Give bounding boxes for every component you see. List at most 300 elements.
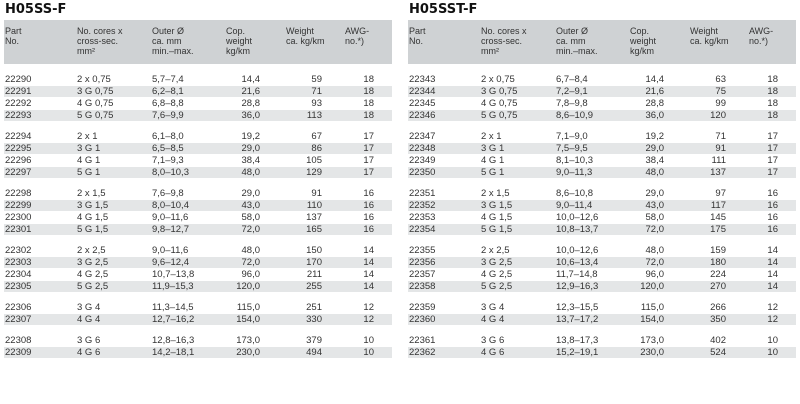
cell-awg: 12 [363,314,374,325]
cell-awg: 14 [767,245,778,256]
header-weight: Weight ca. kg/km [690,26,729,46]
table-row [4,142,392,154]
cell-weight: 86 [311,143,322,154]
cell-part: 22294 [5,131,32,142]
cell-cop: 29,0 [645,188,664,199]
cell-part: 22301 [5,224,32,235]
table-row [4,280,392,292]
cell-awg: 18 [363,110,374,121]
cell-part: 22295 [5,143,32,154]
cell-cores: 5 G 2,5 [77,281,109,292]
header-awg: AWG- no.*) [749,26,774,46]
cell-outer: 10,0–12,6 [556,245,599,256]
cell-part: 22297 [5,167,32,178]
cell-awg: 17 [363,143,374,154]
table-row [4,346,392,358]
cell-part: 22360 [409,314,436,325]
cell-weight: 224 [710,269,726,280]
cell-awg: 18 [363,98,374,109]
header-part: Part No. [409,26,426,46]
cell-cop: 115,0 [236,302,260,313]
cell-cores: 2 x 2,5 [481,245,510,256]
cell-cop: 48,0 [241,167,260,178]
cell-weight: 494 [306,347,322,358]
table-row [408,97,796,109]
cell-weight: 97 [715,188,726,199]
cell-weight: 145 [710,212,726,223]
cell-outer: 7,8–9,8 [556,98,588,109]
cell-cores: 2 x 1,5 [481,188,510,199]
group-spacer [408,235,796,245]
cell-cop: 21,6 [645,86,664,97]
cell-cores: 3 G 1,5 [77,200,109,211]
cell-outer: 9,0–11,6 [152,212,189,223]
cell-cop: 154,0 [236,314,260,325]
cell-cop: 96,0 [645,269,664,280]
cell-weight: 159 [710,245,726,256]
cell-weight: 111 [711,155,726,166]
table-row [4,223,392,235]
cell-weight: 120 [710,110,726,121]
cell-cop: 120,0 [640,281,664,292]
cell-awg: 18 [767,74,778,85]
cell-outer: 7,1–9,0 [556,131,588,142]
cell-cores: 5 G 1,5 [481,224,513,235]
cell-weight: 91 [311,188,322,199]
cell-outer: 10,0–12,6 [556,212,599,223]
cell-awg: 14 [767,269,778,280]
cell-weight: 59 [311,74,322,85]
cell-part: 22351 [409,188,436,199]
cell-awg: 14 [363,245,374,256]
cell-cores: 4 G 0,75 [77,98,114,109]
cell-cores: 3 G 1 [481,143,505,154]
cell-awg: 14 [767,281,778,292]
cell-outer: 11,3–14,5 [152,302,194,313]
cell-cop: 72,0 [241,257,260,268]
cell-awg: 10 [363,347,374,358]
cell-awg: 10 [767,335,778,346]
cell-cop: 58,0 [645,212,664,223]
cell-part: 22356 [409,257,436,268]
cell-cop: 14,4 [241,74,260,85]
cell-cores: 5 G 1 [481,167,505,178]
cell-cores: 2 x 1 [77,131,98,142]
cell-weight: 150 [306,245,322,256]
cell-outer: 7,5–9,5 [556,143,588,154]
cell-cores: 2 x 0,75 [481,74,515,85]
cell-weight: 63 [715,74,726,85]
cell-outer: 6,7–8,4 [556,74,588,85]
cell-outer: 8,6–10,9 [556,110,593,121]
cell-awg: 17 [767,167,778,178]
table-row [4,268,392,280]
cell-weight: 93 [311,98,322,109]
cell-weight: 113 [306,110,322,121]
cell-part: 22296 [5,155,32,166]
cell-cop: 21,6 [241,86,260,97]
cell-cop: 28,8 [645,98,664,109]
table-row [408,74,796,85]
cell-weight: 137 [306,212,322,223]
header-outer: Outer Ø ca. mm min.–max. [152,26,194,56]
cell-cores: 4 G 0,75 [481,98,518,109]
cell-outer: 6,5–8,5 [152,143,184,154]
cell-outer: 8,0–10,4 [152,200,189,211]
cell-outer: 9,6–12,4 [152,257,189,268]
cell-cop: 120,0 [236,281,260,292]
cell-cop: 36,0 [645,110,664,121]
cell-cop: 230,0 [236,347,260,358]
cell-outer: 7,1–9,3 [152,155,184,166]
cell-weight: 91 [715,143,726,154]
cell-outer: 7,6–9,8 [152,188,184,199]
cell-cores: 3 G 0,75 [481,86,518,97]
cell-awg: 10 [363,335,374,346]
cell-part: 22345 [409,98,436,109]
cell-cop: 154,0 [640,314,664,325]
cell-outer: 12,8–16,3 [152,335,195,346]
group-spacer [408,325,796,335]
cell-awg: 18 [767,98,778,109]
cell-outer: 11,7–14,8 [556,269,598,280]
cell-cores: 4 G 2,5 [77,269,109,280]
table-row [408,223,796,235]
header-cores: No. cores x cross-sec. mm² [77,26,123,56]
cell-cores: 4 G 1 [481,155,505,166]
group-spacer [4,292,392,302]
cell-cores: 3 G 6 [481,335,505,346]
header-outer: Outer Ø ca. mm min.–max. [556,26,598,56]
table-row [4,313,392,325]
cell-awg: 17 [767,143,778,154]
cell-cores: 2 x 1 [481,131,502,142]
cell-awg: 16 [363,224,374,235]
spec-table-2 [408,0,796,358]
cell-part: 22343 [409,74,436,85]
cell-cores: 4 G 4 [77,314,101,325]
table-row [408,154,796,166]
cell-part: 22291 [5,86,32,97]
cell-weight: 165 [306,224,322,235]
cell-awg: 16 [363,200,374,211]
table-header [408,20,796,64]
table-row [4,256,392,268]
cell-awg: 10 [767,347,778,358]
cell-cores: 3 G 4 [77,302,101,313]
cell-outer: 10,6–13,4 [556,257,599,268]
cell-weight: 170 [306,257,322,268]
cell-cop: 115,0 [640,302,664,313]
cell-outer: 8,0–10,3 [152,167,189,178]
spec-table-1 [4,0,392,358]
cell-cop: 173,0 [640,335,664,346]
table-row [408,85,796,97]
cell-cop: 230,0 [640,347,664,358]
cell-awg: 14 [363,257,374,268]
cell-weight: 129 [306,167,322,178]
table-row [408,211,796,223]
table-row [4,302,392,313]
cell-awg: 17 [363,131,374,142]
cell-cores: 3 G 2,5 [77,257,109,268]
cell-cop: 19,2 [645,131,664,142]
table-row [408,142,796,154]
cell-part: 22349 [409,155,436,166]
table-row [4,74,392,85]
cell-part: 22350 [409,167,436,178]
table-row [4,131,392,142]
table-row [4,85,392,97]
group-spacer [408,292,796,302]
cell-part: 22299 [5,200,32,211]
cell-cores: 4 G 2,5 [481,269,513,280]
cell-part: 22359 [409,302,436,313]
table-row [4,245,392,256]
group-spacer [408,121,796,131]
cell-outer: 5,7–7,4 [152,74,184,85]
cell-outer: 12,9–16,3 [556,281,599,292]
table-row [408,256,796,268]
cell-weight: 67 [311,131,322,142]
cell-weight: 211 [306,269,322,280]
cell-cop: 43,0 [241,200,260,211]
table-row [408,109,796,121]
cell-awg: 16 [363,212,374,223]
cell-outer: 9,8–12,7 [152,224,189,235]
table-row [408,199,796,211]
cell-cores: 4 G 1,5 [481,212,513,223]
cell-part: 22302 [5,245,32,256]
cell-cores: 4 G 6 [481,347,505,358]
cell-part: 22303 [5,257,32,268]
cell-cop: 19,2 [241,131,260,142]
cell-cop: 48,0 [241,245,260,256]
table-row [408,245,796,256]
cell-part: 22346 [409,110,436,121]
cell-cop: 48,0 [645,167,664,178]
cell-cop: 38,4 [241,155,260,166]
table-row [4,199,392,211]
table-row [408,268,796,280]
cell-weight: 402 [710,335,726,346]
cell-outer: 8,6–10,8 [556,188,593,199]
cell-outer: 6,2–8,1 [152,86,184,97]
cell-outer: 6,8–8,8 [152,98,184,109]
cell-cores: 3 G 1,5 [481,200,513,211]
cell-cores: 3 G 0,75 [77,86,114,97]
cell-cop: 29,0 [241,188,260,199]
group-spacer [4,178,392,188]
cell-part: 22305 [5,281,32,292]
cell-awg: 14 [767,257,778,268]
table-row [408,131,796,142]
cell-cop: 38,4 [645,155,664,166]
cell-cores: 4 G 4 [481,314,505,325]
cell-part: 22348 [409,143,436,154]
table-row [408,335,796,346]
cell-cop: 72,0 [645,224,664,235]
cell-outer: 15,2–19,1 [556,347,599,358]
cell-awg: 18 [363,74,374,85]
cell-weight: 75 [715,86,726,97]
cell-cop: 48,0 [645,245,664,256]
cell-weight: 251 [306,302,322,313]
cell-weight: 137 [710,167,726,178]
cell-outer: 13,7–17,2 [556,314,599,325]
table-row [408,188,796,199]
cell-cop: 58,0 [241,212,260,223]
cell-part: 22290 [5,74,32,85]
cell-outer: 11,9–15,3 [152,281,194,292]
group-spacer [4,235,392,245]
group-spacer [4,64,392,74]
table-row [4,166,392,178]
cell-cop: 72,0 [645,257,664,268]
cell-awg: 16 [363,188,374,199]
cell-cores: 4 G 6 [77,347,101,358]
cell-cores: 2 x 2,5 [77,245,106,256]
cell-part: 22308 [5,335,32,346]
cell-weight: 71 [311,86,322,97]
cell-weight: 180 [710,257,726,268]
table-row [4,154,392,166]
cell-part: 22344 [409,86,436,97]
cell-cop: 29,0 [645,143,664,154]
cell-outer: 13,8–17,3 [556,335,599,346]
cell-awg: 14 [363,269,374,280]
cell-cores: 5 G 1,5 [77,224,109,235]
cell-outer: 10,7–13,8 [152,269,195,280]
cell-cores: 5 G 0,75 [481,110,518,121]
cell-awg: 14 [363,281,374,292]
cell-outer: 10,8–13,7 [556,224,599,235]
cell-cores: 3 G 6 [77,335,101,346]
cell-outer: 9,0–11,3 [556,167,593,178]
cell-outer: 7,6–9,9 [152,110,184,121]
table-row [4,188,392,199]
table-title: H05SST-F [409,2,478,17]
cell-outer: 14,2–18,1 [152,347,195,358]
cell-part: 22298 [5,188,32,199]
cell-weight: 524 [710,347,726,358]
cell-outer: 12,3–15,5 [556,302,599,313]
cell-awg: 17 [767,155,778,166]
cell-weight: 99 [715,98,726,109]
cell-weight: 379 [306,335,322,346]
header-weight: Weight ca. kg/km [286,26,325,46]
cell-outer: 7,2–9,1 [556,86,588,97]
cell-cores: 3 G 1 [77,143,101,154]
table-row [408,302,796,313]
cell-part: 22354 [409,224,436,235]
cell-awg: 17 [363,167,374,178]
table-row [408,166,796,178]
group-spacer [408,178,796,188]
cell-cop: 28,8 [241,98,260,109]
cell-outer: 12,7–16,2 [152,314,195,325]
table-row [4,97,392,109]
table-row [4,211,392,223]
cell-weight: 266 [710,302,726,313]
cell-weight: 105 [306,155,322,166]
cell-part: 22306 [5,302,32,313]
table-row [4,109,392,121]
cell-part: 22358 [409,281,436,292]
group-spacer [408,64,796,74]
cell-part: 22300 [5,212,32,223]
cell-awg: 16 [767,212,778,223]
cell-awg: 16 [767,224,778,235]
group-spacer [4,325,392,335]
cell-part: 22304 [5,269,32,280]
table-row [408,280,796,292]
header-cores: No. cores x cross-sec. mm² [481,26,527,56]
cell-weight: 175 [710,224,726,235]
header-part: Part No. [5,26,22,46]
cell-weight: 71 [715,131,726,142]
cell-cop: 43,0 [645,200,664,211]
table-row [408,346,796,358]
table-title: H05SS-F [5,2,67,17]
cell-cores: 3 G 4 [481,302,505,313]
table-row [408,313,796,325]
cell-weight: 255 [306,281,322,292]
cell-awg: 16 [767,188,778,199]
cell-cores: 5 G 1 [77,167,101,178]
cell-awg: 12 [767,302,778,313]
cell-cores: 5 G 2,5 [481,281,513,292]
cell-cop: 96,0 [241,269,260,280]
cell-cores: 2 x 1,5 [77,188,106,199]
cell-outer: 9,0–11,4 [556,200,593,211]
cell-part: 22292 [5,98,32,109]
cell-part: 22362 [409,347,436,358]
cell-part: 22347 [409,131,436,142]
table-header [4,20,392,64]
cell-awg: 18 [363,86,374,97]
cell-cores: 3 G 2,5 [481,257,513,268]
cell-weight: 110 [306,200,322,211]
table-row [4,335,392,346]
cell-part: 22357 [409,269,436,280]
cell-part: 22309 [5,347,32,358]
header-awg: AWG- no.*) [345,26,370,46]
cell-awg: 18 [767,110,778,121]
cell-cop: 72,0 [241,224,260,235]
cell-weight: 117 [710,200,726,211]
cell-awg: 16 [767,200,778,211]
header-cop: Cop. weight kg/km [630,26,657,56]
cell-part: 22293 [5,110,32,121]
cell-part: 22307 [5,314,32,325]
cell-part: 22355 [409,245,436,256]
cell-part: 22352 [409,200,436,211]
cell-cop: 36,0 [241,110,260,121]
cell-part: 22361 [409,335,436,346]
cell-part: 22353 [409,212,436,223]
cell-outer: 6,1–8,0 [152,131,184,142]
group-spacer [4,121,392,131]
cell-cop: 29,0 [241,143,260,154]
cell-awg: 17 [363,155,374,166]
cell-cop: 14,4 [645,74,664,85]
cell-outer: 8,1–10,3 [556,155,593,166]
header-cop: Cop. weight kg/km [226,26,253,56]
cell-awg: 12 [767,314,778,325]
cell-outer: 9,0–11,6 [152,245,189,256]
cell-cores: 4 G 1,5 [77,212,109,223]
